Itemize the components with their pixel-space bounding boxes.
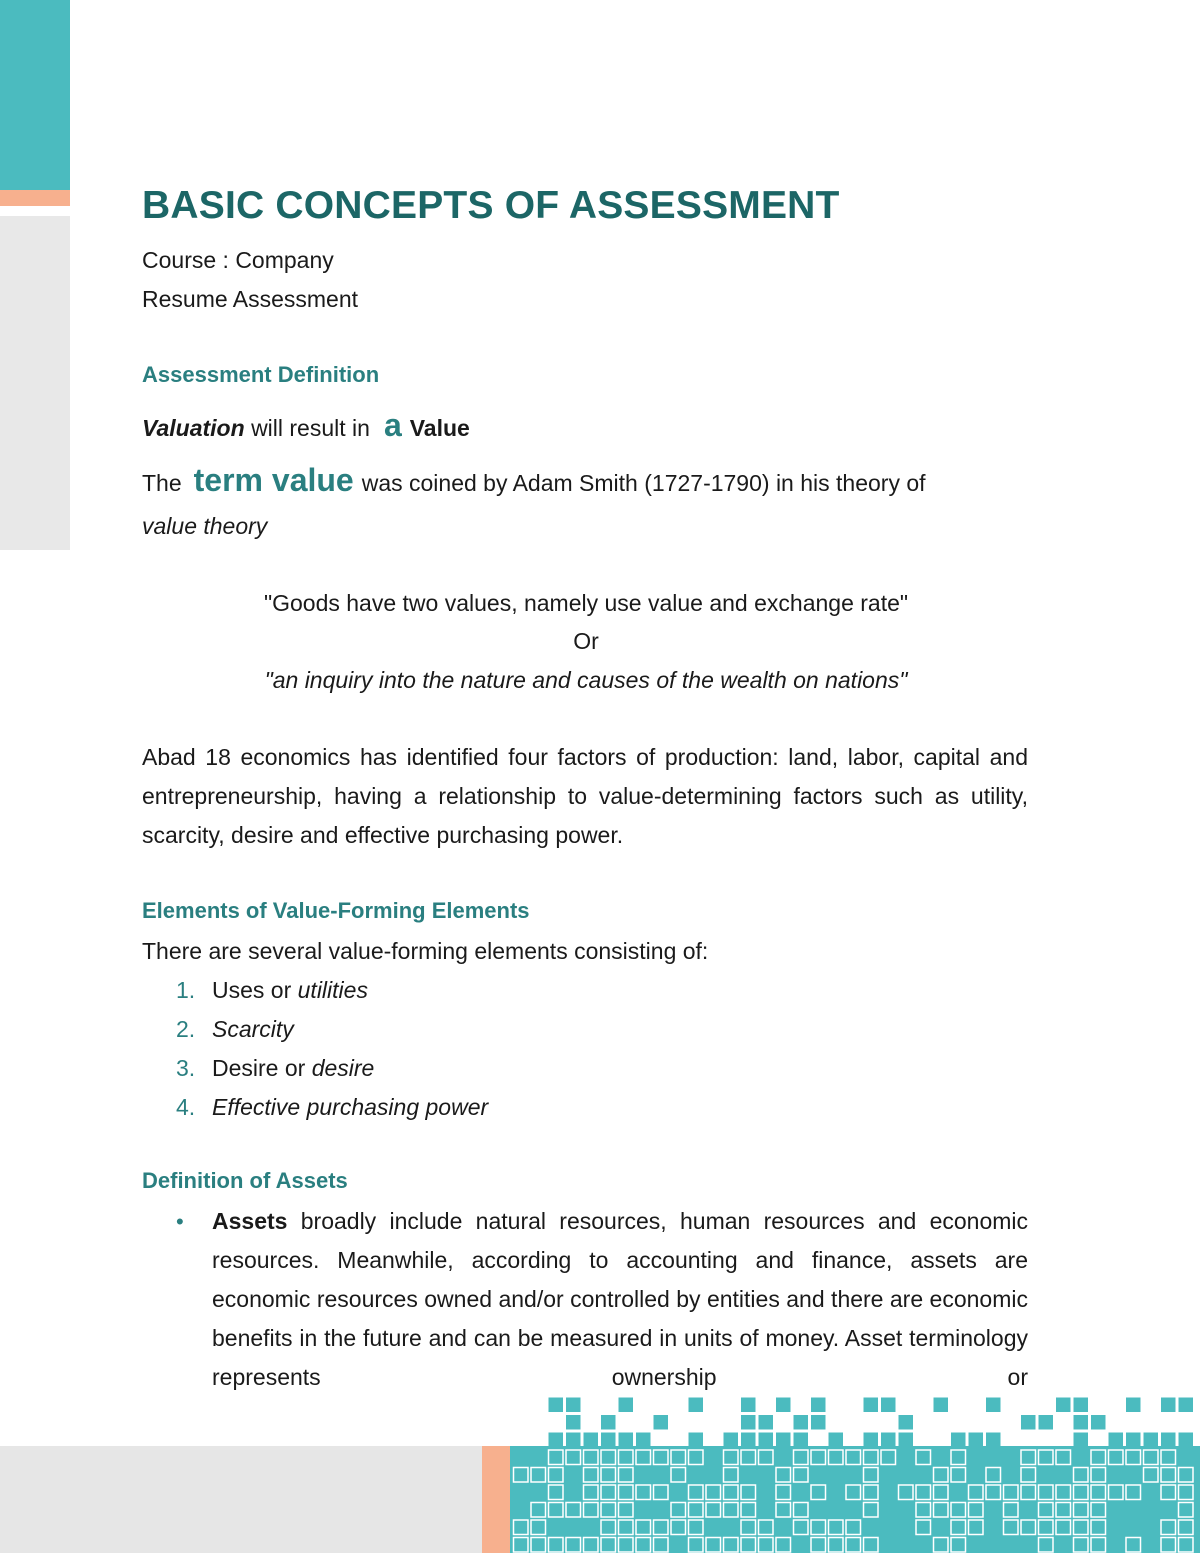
pixel-square xyxy=(689,1398,704,1413)
list-item: 1. Uses or utilities xyxy=(176,977,368,1003)
list-item: 2. Scarcity xyxy=(176,1016,294,1042)
pixel-square xyxy=(1161,1398,1176,1413)
factors-paragraph: Abad 18 economics has identified four factors of production: land, labor, capital and entrepreneurship, having a relationship to value-determining factors such as utility, scarcity, desire and effective purchasing power. xyxy=(142,744,1028,848)
left-salmon-bar xyxy=(0,190,70,206)
pixel-square xyxy=(811,1398,826,1413)
pixel-square xyxy=(1021,1415,1036,1430)
section-heading-value-forming: Elements of Value-Forming Elements xyxy=(142,898,530,923)
pixel-square xyxy=(741,1415,756,1430)
assets-bullet xyxy=(142,1202,1028,1397)
quote-wealth-of-nations: "an inquiry into the nature and causes of the wealth on nations" xyxy=(264,667,908,693)
section-heading-assets: Definition of Assets xyxy=(142,1168,348,1193)
pixel-square xyxy=(1179,1433,1194,1448)
pixel-square xyxy=(1091,1415,1106,1430)
left-teal-bar xyxy=(0,0,70,190)
page-title: BASIC CONCEPTS OF ASSESSMENT xyxy=(142,184,840,227)
bullet-icon: • xyxy=(176,1209,184,1234)
valuation-mid: will result in xyxy=(251,415,370,441)
assets-text xyxy=(212,1202,1028,1397)
pixel-square xyxy=(881,1433,896,1448)
pixel-square xyxy=(899,1415,914,1430)
pixel-square xyxy=(1179,1398,1194,1413)
left-grey-bar xyxy=(0,216,70,550)
valuation-value-word: Value xyxy=(409,415,470,441)
pixel-square xyxy=(566,1415,581,1430)
pixel-square xyxy=(549,1433,564,1448)
pixel-square xyxy=(986,1433,1001,1448)
pixel-square xyxy=(1126,1433,1141,1448)
assets-body: broadly include natural resources, human resources and economic resources. Meanwhile, according to accounting and finance, assets are economic resources owned and/or controlled by entities and there are economic benefits in the future and can be measured in units of money. Asset terminology represents ownership or xyxy=(212,1208,1029,1390)
pixel-square xyxy=(934,1398,949,1413)
assets-bold-word: Assets xyxy=(212,1208,288,1234)
pixel-square xyxy=(1144,1433,1159,1448)
value-theory: value theory xyxy=(142,513,268,539)
list-item: 3. Desire or desire xyxy=(176,1055,375,1081)
pixel-square xyxy=(864,1398,879,1413)
pixel-square xyxy=(1109,1433,1124,1448)
pixel-square xyxy=(1039,1415,1054,1430)
pixel-square xyxy=(794,1433,809,1448)
pixel-square xyxy=(829,1433,844,1448)
quote-goods: "Goods have two values, namely use value and exchange rate" xyxy=(263,590,909,616)
pixel-square xyxy=(584,1433,599,1448)
term-suffix: was coined by Adam Smith (1727-1790) in his theory of xyxy=(361,470,926,496)
pixel-square xyxy=(759,1433,774,1448)
subtitle: Resume Assessment xyxy=(142,286,359,312)
course-line: Course : Company xyxy=(142,247,334,273)
pixel-square xyxy=(566,1398,581,1413)
pixel-square xyxy=(619,1433,634,1448)
pixel-square xyxy=(951,1433,966,1448)
pixel-square xyxy=(864,1433,879,1448)
value-theory-line xyxy=(142,511,267,541)
bottom-teal-band xyxy=(510,1446,1200,1553)
valuation-line xyxy=(142,407,470,443)
valuation-word: Valuation xyxy=(142,415,245,441)
term-value-line xyxy=(142,462,926,498)
pixel-square xyxy=(1074,1433,1089,1448)
pixel-square xyxy=(776,1433,791,1448)
pixel-square xyxy=(636,1433,651,1448)
pixel-square xyxy=(566,1433,581,1448)
pixel-square xyxy=(881,1398,896,1413)
bottom-grey-band xyxy=(0,1446,482,1553)
pixel-square xyxy=(811,1415,826,1430)
list-item: 4. Effective purchasing power xyxy=(176,1094,489,1120)
pixel-square xyxy=(601,1433,616,1448)
pixel-square xyxy=(724,1433,739,1448)
pixel-square xyxy=(1074,1398,1089,1413)
pixel-square xyxy=(1161,1433,1176,1448)
bottom-salmon-band xyxy=(482,1446,510,1553)
pixel-square xyxy=(969,1433,984,1448)
pixel-square xyxy=(794,1415,809,1430)
pixel-square xyxy=(1074,1415,1089,1430)
pixel-square xyxy=(1056,1398,1071,1413)
pixel-square xyxy=(759,1415,774,1430)
valuation-a: a xyxy=(383,407,402,443)
pixel-square xyxy=(986,1398,1001,1413)
pixel-square xyxy=(741,1433,756,1448)
term-value-emphasis: term value xyxy=(193,462,354,498)
value-forming-list xyxy=(142,975,742,1131)
term-prefix: The xyxy=(142,470,182,496)
pixel-square xyxy=(601,1415,616,1430)
section-heading-assessment-definition: Assessment Definition xyxy=(142,362,380,387)
pixel-square xyxy=(1126,1398,1141,1413)
pixel-square xyxy=(741,1398,756,1413)
pixel-square xyxy=(689,1433,704,1448)
pixel-square xyxy=(776,1398,791,1413)
pixel-square xyxy=(619,1398,634,1413)
quote-or: Or xyxy=(573,628,599,654)
pixel-square xyxy=(899,1433,914,1448)
pixel-square xyxy=(549,1398,564,1413)
value-forming-intro: There are several value-forming elements consisting of: xyxy=(142,938,709,964)
pixel-square xyxy=(654,1415,669,1430)
